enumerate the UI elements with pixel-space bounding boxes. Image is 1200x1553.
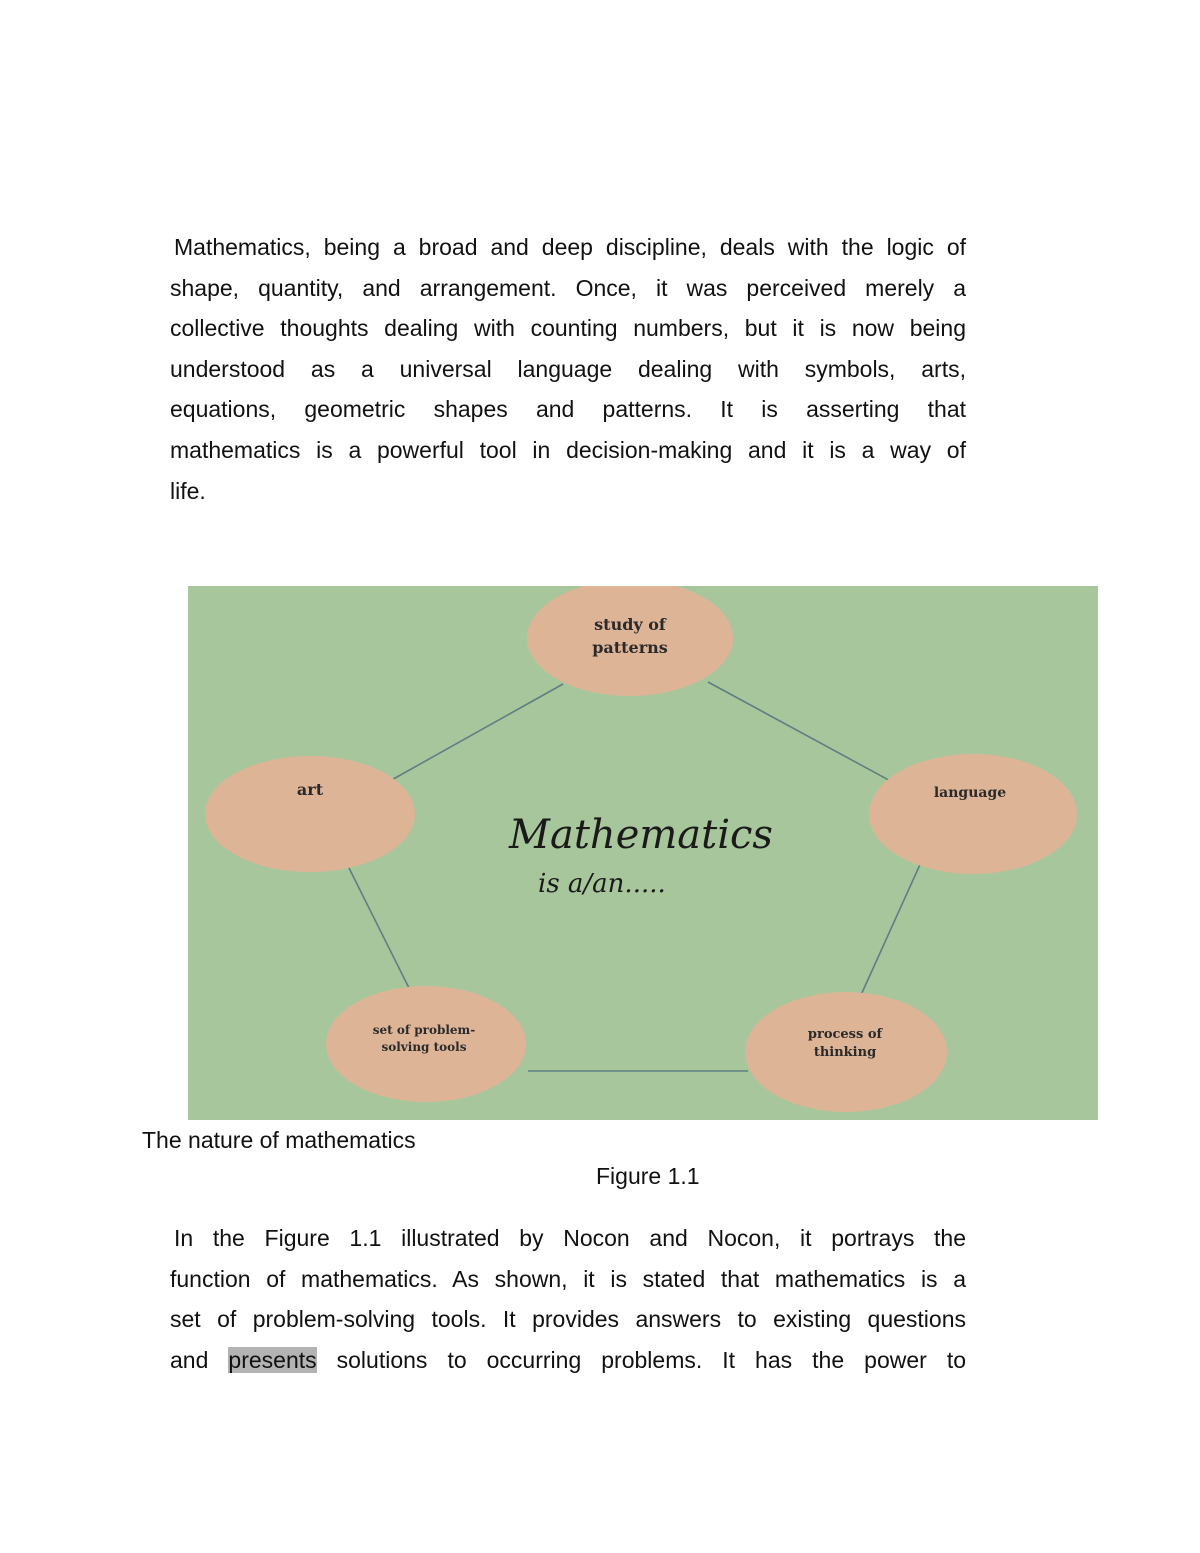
paragraph-line: equations, geometric shapes and patterns. It is asserting that	[170, 396, 966, 423]
figure-title: The nature of mathematics	[142, 1127, 416, 1153]
node-left	[205, 756, 415, 872]
node-top-label-line1: study of	[594, 615, 666, 634]
intro-paragraph	[170, 227, 966, 511]
nature-of-mathematics-figure	[188, 586, 1098, 1120]
paragraph-line: Mathematics, being a broad and deep discipline, deals with the logic of	[174, 234, 966, 260]
edge-left-bottom-left	[348, 866, 418, 1006]
line-text: and	[170, 1346, 229, 1373]
node-bottom-right-label-line2: thinking	[813, 1045, 877, 1060]
node-top-label-line2: patterns	[592, 638, 668, 657]
figure-label: Figure 1.1	[596, 1163, 700, 1189]
paragraph-line: function of mathematics. As shown, it is stated that mathematics is a	[170, 1265, 966, 1292]
edge-top-left	[388, 684, 563, 782]
node-bottom-left-label-line1: set of problem-	[372, 1023, 476, 1037]
discussion-paragraph	[170, 1218, 966, 1380]
paragraph-line: shape, quantity, and arrangement. Once, it was perceived merely a	[170, 274, 966, 301]
node-left-label: art	[296, 780, 324, 799]
edge-top-right	[708, 682, 896, 784]
center-title: Mathematics	[509, 812, 773, 858]
node-bottom-left-label-line2: solving tools	[381, 1040, 467, 1054]
paragraph-line: understood as a universal language dealing with symbols, arts,	[170, 355, 966, 382]
paragraph-line: set of problem-solving tools. It provides answers to existing questions	[170, 1306, 966, 1333]
paragraph-line: In the Figure 1.1 illustrated by Nocon and Nocon, it portrays the	[174, 1225, 966, 1251]
paragraph-line: collective thoughts dealing with counting numbers, but it is now being	[170, 315, 966, 342]
center-subtitle: is a/an.....	[538, 869, 666, 899]
concept-diagram	[188, 586, 1098, 1120]
paragraph-line: life.	[170, 477, 206, 504]
paragraph-line: mathematics is a powerful tool in decision-making and it is a way of	[170, 436, 966, 463]
node-right	[869, 754, 1077, 874]
node-right-label: language	[933, 785, 1007, 801]
line-text: solutions to occurring problems. It has the power to	[316, 1346, 967, 1373]
paragraph-line	[170, 1340, 966, 1381]
edge-right-bottom-right	[856, 858, 923, 1006]
highlighted-word: presents	[228, 1346, 317, 1373]
node-bottom-right-label-line1: process of	[807, 1027, 883, 1042]
